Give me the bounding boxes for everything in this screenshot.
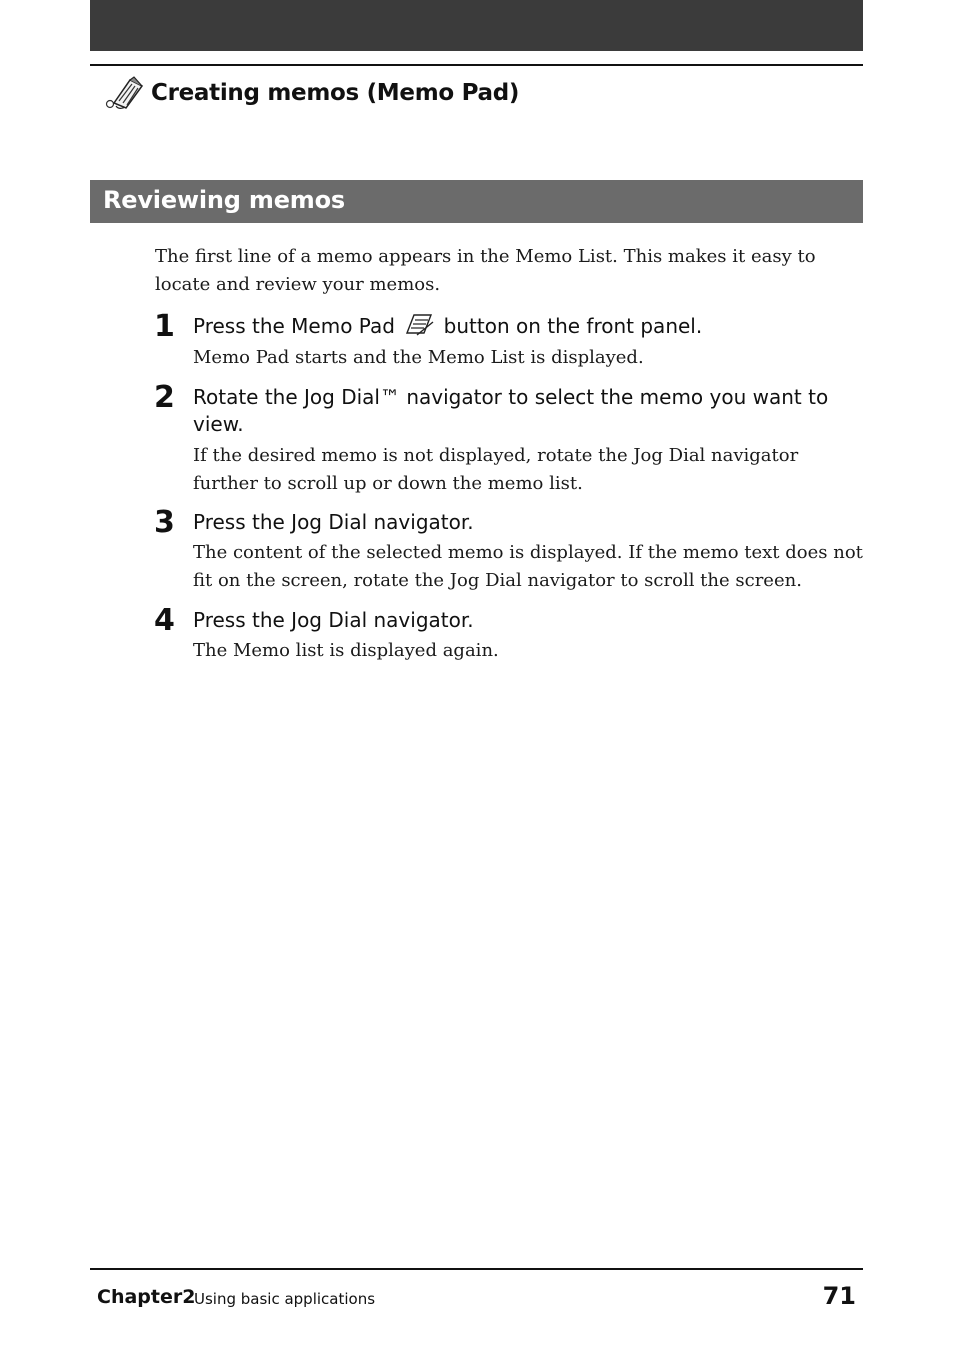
step-body: The content of the selected memo is displayed. If the memo text does not fit on the screen, rotate the Jog Dial navigator to scroll the screen. — [193, 542, 863, 591]
footer-chapter: Chapter2 — [97, 1286, 196, 1308]
memo-pad-icon — [104, 76, 144, 110]
step-title: Rotate the Jog Dial™ navigator to select the memo you want to view. — [193, 385, 829, 436]
header-rule — [90, 64, 863, 66]
step-title: Press the Jog Dial navigator. — [193, 510, 474, 534]
step-number: 2 — [154, 380, 175, 415]
step-title-text: Press the Memo Pad — [193, 314, 395, 338]
step-number: 3 — [154, 505, 175, 540]
step-number: 4 — [154, 603, 175, 638]
intro-paragraph: The first line of a memo appears in the Memo List. This makes it easy to locate and review your memos. — [155, 246, 816, 295]
subheading-bar — [90, 180, 863, 223]
footer-rule — [90, 1268, 863, 1270]
step-body: The Memo list is displayed again. — [193, 640, 499, 661]
step-title-text: button on the front panel. — [443, 314, 703, 338]
subheading: Reviewing memos — [103, 186, 345, 214]
step-title: Press the Jog Dial navigator. — [193, 608, 474, 632]
memo-button-icon — [403, 313, 435, 337]
header-bar — [90, 0, 863, 51]
step-number: 1 — [154, 309, 175, 344]
step-body: Memo Pad starts and the Memo List is displayed. — [193, 347, 644, 368]
page-number: 71 — [822, 1282, 856, 1310]
step-body: If the desired memo is not displayed, rotate the Jog Dial navigator further to scroll up or down the memo list. — [193, 445, 799, 494]
section-title: Creating memos (Memo Pad) — [151, 80, 520, 106]
step-title — [193, 313, 853, 340]
footer-chapter-title: Using basic applications — [194, 1290, 376, 1308]
section-header — [104, 76, 519, 110]
